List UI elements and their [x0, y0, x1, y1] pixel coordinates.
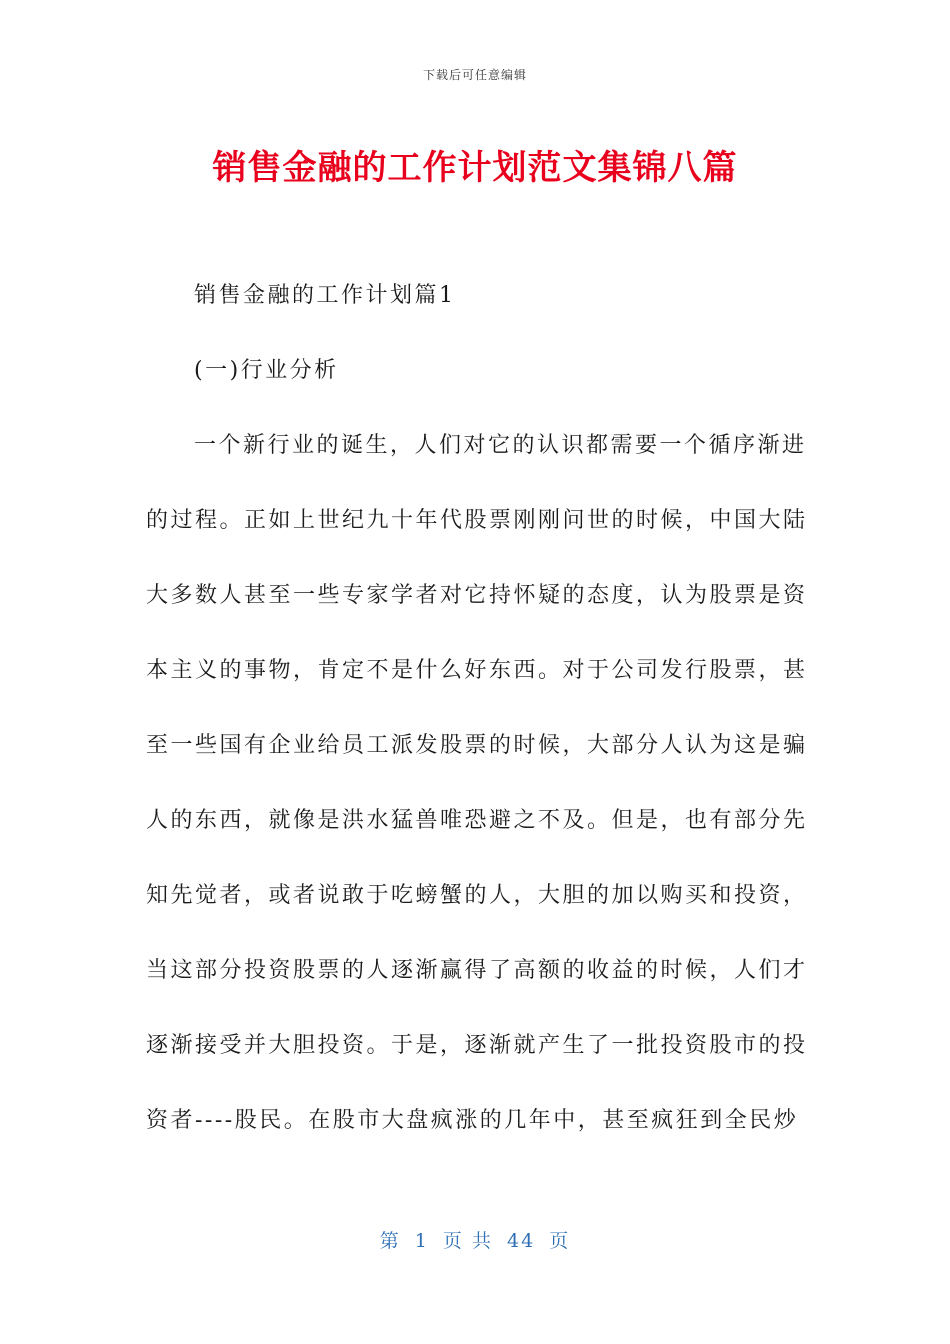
page-label-mid: 页 共	[442, 1230, 493, 1252]
header-note: 下载后可任意编辑	[422, 68, 527, 82]
paragraph-line: 的过程。正如上世纪九十年代股票刚刚问世的时候，中国大陆	[146, 508, 808, 533]
page-total: 44	[507, 1230, 536, 1252]
document-title: 销售金融的工作计划范文集锦八篇	[212, 148, 738, 188]
paragraph-line: 一个新行业的诞生，人们对它的认识都需要一个循序渐进	[194, 433, 807, 458]
paragraph-line: 逐渐接受并大胆投资。于是，逐渐就产生了一批投资股市的投	[146, 1033, 808, 1058]
section-heading: 销售金融的工作计划篇1	[194, 283, 456, 308]
page-label-prefix: 第	[379, 1230, 401, 1252]
paragraph-line: 人的东西，就像是洪水猛兽唯恐避之不及。但是，也有部分先	[146, 808, 808, 833]
page-current: 1	[414, 1230, 429, 1252]
paragraph-line: 当这部分投资股票的人逐渐赢得了高额的收益的时候，人们才	[146, 958, 808, 983]
paragraph-line: 至一些国有企业给员工派发股票的时候，大部分人认为这是骗	[146, 733, 808, 758]
paragraph-line: 大多数人甚至一些专家学者对它持怀疑的态度，认为股票是资	[146, 583, 808, 608]
page-label-suffix: 页	[549, 1230, 571, 1252]
paragraph-line: 知先觉者，或者说敢于吃螃蟹的人，大胆的加以购买和投资，	[146, 883, 808, 908]
document-body	[146, 258, 806, 1158]
subheading: (一)行业分析	[194, 358, 339, 383]
paragraph-line: 本主义的事物，肯定不是什么好东西。对于公司发行股票，甚	[146, 658, 808, 683]
paragraph-line: 资者----股民。在股市大盘疯涨的几年中，甚至疯狂到全民炒	[146, 1108, 799, 1133]
page-number-footer	[0, 1226, 950, 1253]
